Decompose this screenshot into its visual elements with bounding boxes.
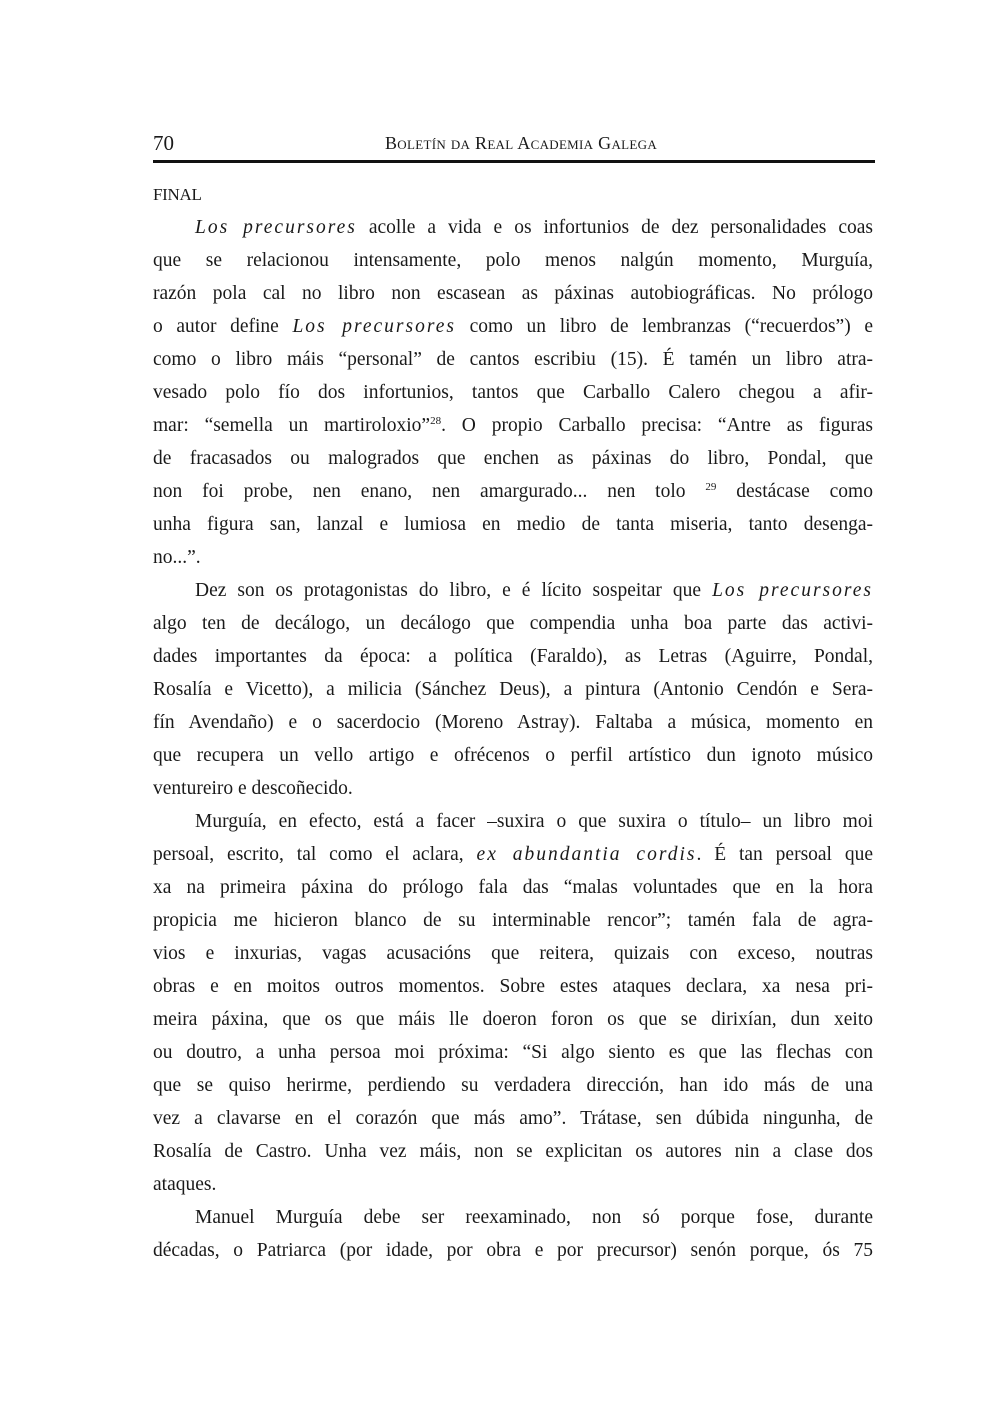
- text-segment: razón pola cal no libro non escasean as páxinas autobiográficas. No prólogo: [153, 283, 873, 304]
- text-line: [153, 673, 873, 706]
- text-segment: ataques.: [153, 1174, 217, 1195]
- text-line: [153, 1234, 873, 1267]
- text-line: [153, 904, 873, 937]
- text-line: [153, 706, 873, 739]
- footnote-ref: 29: [705, 481, 717, 493]
- text-line: [153, 1069, 873, 1102]
- text-line: [153, 574, 873, 607]
- text-line: [153, 970, 873, 1003]
- paragraph: [153, 1201, 873, 1267]
- text-segment: dades importantes da época: a política (Faraldo), as Letras (Aguirre, Pondal,: [153, 646, 873, 667]
- text-segment: obras e en moitos outros momentos. Sobre estes ataques declara, xa nesa pri-: [153, 976, 873, 997]
- text-segment: que se quiso herirme, perdiendo su verdadera dirección, han ido más de una: [153, 1075, 873, 1096]
- text-segment: vez a clavarse en el corazón que más amo”. Trátase, sen dúbida ningunha, de: [153, 1108, 873, 1129]
- text-segment: xa na primeira páxina do prólogo fala das “malas voluntades que en la hora: [153, 877, 873, 898]
- text-line: [153, 805, 873, 838]
- text-line: [153, 607, 873, 640]
- text-segment: o autor define: [153, 316, 293, 337]
- text-segment: que recupera un vello artigo e ofrécenos o perfil artístico dun ignoto músico: [153, 745, 873, 766]
- text-segment: . O propio Carballo precisa: “Antre as figuras: [441, 415, 873, 436]
- text-line: [153, 211, 873, 244]
- text-segment: mar: “semella un martiroloxio”: [153, 415, 431, 436]
- text-segment: ou doutro, a unha persoa moi próxima: “Si algo siento es que las flechas con: [153, 1042, 873, 1063]
- text-line: [153, 508, 873, 541]
- text-segment: propicia me hicieron blanco de su interminable rencor”; tamén fala de agra-: [153, 910, 873, 931]
- text-line: [153, 376, 873, 409]
- text-segment: Dez son os protagonistas do libro, e é lícito sospeitar que: [195, 580, 713, 601]
- text-line: [153, 277, 873, 310]
- text-line: [153, 1102, 873, 1135]
- text-line: [153, 871, 873, 904]
- text-line: [153, 1168, 873, 1201]
- text-segment: de fracasados ou malogrados que enchen as páxinas do libro, Pondal, que: [153, 448, 873, 469]
- footnote-ref: 28: [430, 415, 442, 427]
- paragraph: [153, 574, 873, 805]
- text-segment: vios e inxurias, vagas acusacións que reitera, quizais con exceso, noutras: [153, 943, 873, 964]
- italic-text: Los precursores: [712, 580, 873, 601]
- text-segment: algo ten de decálogo, un decálogo que compendia unha boa parte das activi-: [153, 613, 873, 634]
- section-heading: FINAL: [153, 185, 202, 204]
- text-segment: Murguía, en efecto, está a facer –suxira o que suxira o título– un libro moi: [195, 811, 873, 832]
- text-segment: non foi probe, nen enano, nen amargurado... nen tolo: [153, 481, 706, 502]
- text-line: [153, 244, 873, 277]
- text-line: [153, 541, 873, 574]
- text-segment: que se relacionou intensamente, polo menos nalgún momento, Murguía,: [153, 250, 873, 271]
- text-line: [153, 937, 873, 970]
- text-segment: meira páxina, que os que máis lle doeron foron os que se dirixían, dun xeito: [153, 1009, 873, 1030]
- text-segment: destácase como: [716, 481, 873, 502]
- text-line: [153, 343, 873, 376]
- text-segment: . É tan persoal que: [696, 844, 873, 865]
- text-segment: persoal, escrito, tal como el aclara,: [153, 844, 477, 865]
- text-line: [153, 739, 873, 772]
- page-number: 70: [153, 131, 174, 155]
- running-title: Boletín da Real Academia Galega: [385, 133, 658, 153]
- text-segment: Rosalía e Vicetto), a milicia (Sánchez Deus), a pintura (Antonio Cendón e Sera-: [153, 679, 873, 700]
- text-line: [153, 442, 873, 475]
- paragraph: [153, 805, 873, 1201]
- text-line: [153, 1036, 873, 1069]
- text-line: [153, 310, 873, 343]
- text-line: [153, 475, 873, 508]
- italic-text: ex abundantia cordis: [476, 844, 697, 865]
- text-segment: ventureiro e descoñecido.: [153, 778, 353, 799]
- text-segment: vesado polo fío dos infortunios, tantos que Carballo Calero chegou a afir-: [153, 382, 873, 403]
- text-segment: como o libro máis “personal” de cantos escribiu (15). É tamén un libro atra-: [153, 349, 873, 370]
- text-segment: décadas, o Patriarca (por idade, por obra e por precursor) senón porque, ós 75: [153, 1240, 873, 1261]
- text-line: [153, 409, 873, 442]
- italic-text: Los precursores: [292, 316, 456, 337]
- text-line: [153, 640, 873, 673]
- text-line: [153, 772, 873, 805]
- text-segment: Manuel Murguía debe ser reexaminado, non só porque fose, durante: [195, 1207, 873, 1228]
- text-segment: fín Avendaño) e o sacerdocio (Moreno Astray). Faltaba a música, momento en: [153, 712, 873, 733]
- text-line: [153, 838, 873, 871]
- article-body: [153, 178, 873, 1267]
- text-line: [153, 1003, 873, 1036]
- text-segment: Rosalía de Castro. Unha vez máis, non se explicitan os autores nin a clase dos: [153, 1141, 873, 1162]
- text-segment: no...”.: [153, 547, 201, 568]
- italic-text: Los precursores: [195, 217, 357, 238]
- text-line: [153, 1135, 873, 1168]
- header-rule: [153, 160, 875, 163]
- paragraph: [153, 211, 873, 574]
- text-line: [153, 1201, 873, 1234]
- text-segment: unha figura san, lanzal e lumiosa en medio de tanta miseria, tanto desenga-: [153, 514, 873, 535]
- text-segment: como un libro de lembranzas (“recuerdos”) e: [455, 316, 873, 337]
- text-segment: acolle a vida e os infortunios de dez personalidades coas: [356, 217, 873, 238]
